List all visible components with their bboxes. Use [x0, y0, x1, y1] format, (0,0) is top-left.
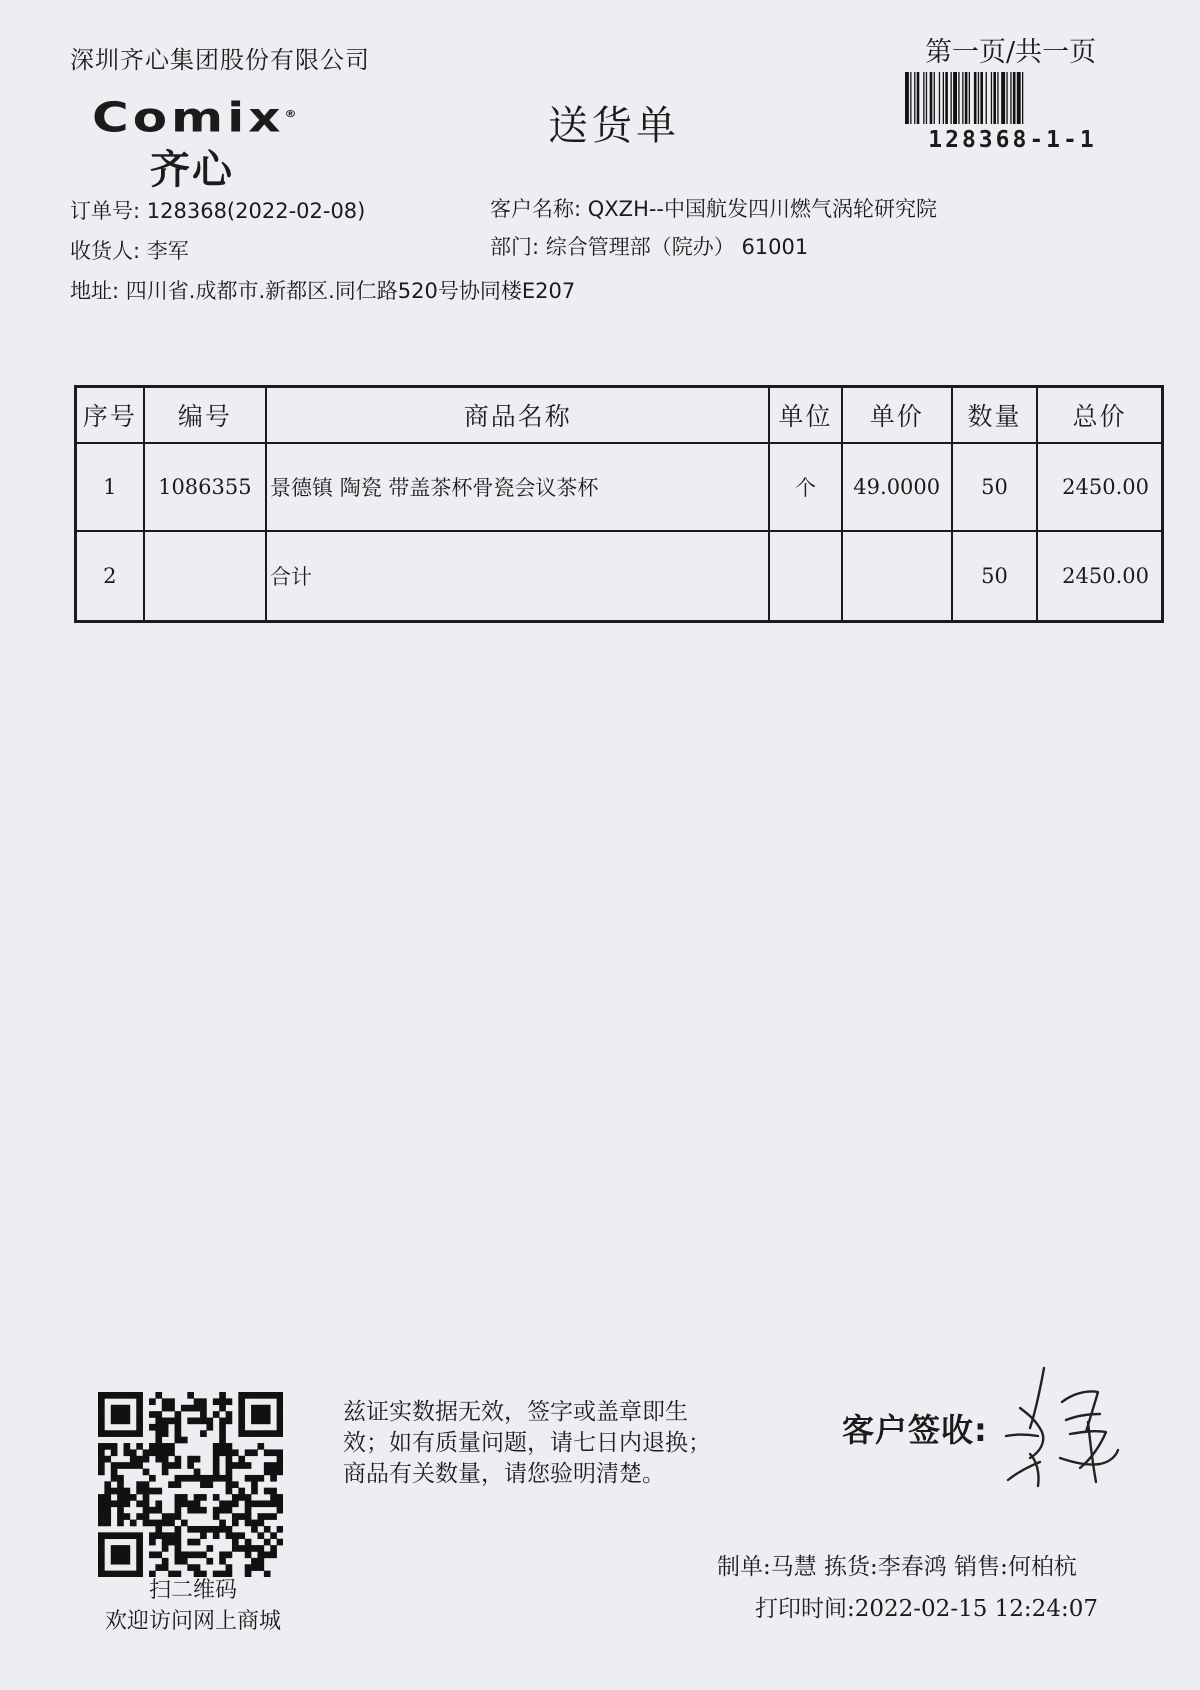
- comix-logo: Comix®: [92, 94, 301, 142]
- customer-label: 客户名称:: [490, 197, 582, 221]
- cell-unit: [769, 531, 841, 622]
- header-seq: 序号: [76, 387, 144, 444]
- department-label: 部门:: [490, 235, 540, 259]
- table-row: [76, 443, 1163, 531]
- cell-total: 2450.00: [1037, 531, 1162, 622]
- department-row: [490, 231, 808, 261]
- receiver-row: [70, 235, 189, 265]
- logo-chinese: 齐心: [150, 147, 234, 193]
- receiver-value: 李军: [146, 239, 189, 263]
- table-header-row: [76, 387, 1163, 444]
- address-value: 四川省.成都市.新都区.同仁路520号协同楼E207: [125, 279, 576, 303]
- cell-total: 2450.00: [1037, 443, 1162, 531]
- print-time: 打印时间:2022-02-15 12:24:07: [755, 1596, 1098, 1622]
- header-unit: 单位: [769, 387, 841, 444]
- address-label: 地址:: [70, 279, 120, 303]
- qr-caption-line1: 扫二维码: [148, 1578, 237, 1603]
- header-name: 商品名称: [266, 387, 769, 444]
- cell-price: 49.0000: [842, 443, 952, 531]
- qr-code: [98, 1392, 283, 1577]
- cell-qty: 50: [952, 443, 1037, 531]
- header-total: 总价: [1037, 387, 1162, 444]
- cell-code: 1086355: [144, 443, 266, 531]
- cell-name: 合计: [266, 531, 769, 622]
- notice-line: 商品有关数量，请您验明清楚。: [343, 1461, 665, 1487]
- cell-code: [144, 531, 266, 622]
- staff-line: 制单:马慧 拣货:李春鸿 销售:何柏杭: [717, 1554, 1077, 1580]
- company-name: 深圳齐心集团股份有限公司: [70, 46, 370, 74]
- barcode: [905, 72, 1120, 124]
- cell-seq: 1: [76, 443, 144, 531]
- cell-price: [842, 531, 952, 622]
- document-title: 送货单: [548, 103, 680, 149]
- order-number-row: [70, 195, 365, 225]
- cell-seq: 2: [76, 531, 144, 622]
- qr-caption: [68, 1575, 318, 1637]
- order-number-value: 128368(2022-02-08): [146, 199, 366, 223]
- cell-unit: 个: [769, 443, 841, 531]
- notice-text: [343, 1397, 763, 1490]
- order-number-label: 订单号:: [70, 199, 141, 223]
- handwritten-signature: [1000, 1362, 1125, 1492]
- header-code: 编号: [144, 387, 266, 444]
- department-value: 综合管理部（院办） 61001: [545, 235, 809, 259]
- barcode-number: 128368-1-1: [928, 127, 1097, 153]
- items-table: [74, 385, 1164, 623]
- receiver-label: 收货人:: [70, 239, 141, 263]
- notice-line: 效；如有质量问题，请七日内退换；: [343, 1430, 711, 1456]
- qr-caption-line2: 欢迎访问网上商城: [104, 1609, 281, 1634]
- table-row-total: [76, 531, 1163, 622]
- customer-row: [490, 193, 937, 223]
- signature-label: 客户签收:: [842, 1411, 988, 1449]
- header-price: 单价: [842, 387, 952, 444]
- customer-value: QXZH--中国航发四川燃气涡轮研究院: [587, 197, 938, 221]
- header-qty: 数量: [952, 387, 1037, 444]
- cell-qty: 50: [952, 531, 1037, 622]
- cell-name: 景德镇 陶瓷 带盖茶杯骨瓷会议茶杯: [266, 443, 769, 531]
- notice-line: 兹证实数据无效，签字或盖章即生: [343, 1399, 688, 1425]
- address-row: [70, 275, 575, 305]
- page-info: 第一页/共一页: [925, 37, 1097, 68]
